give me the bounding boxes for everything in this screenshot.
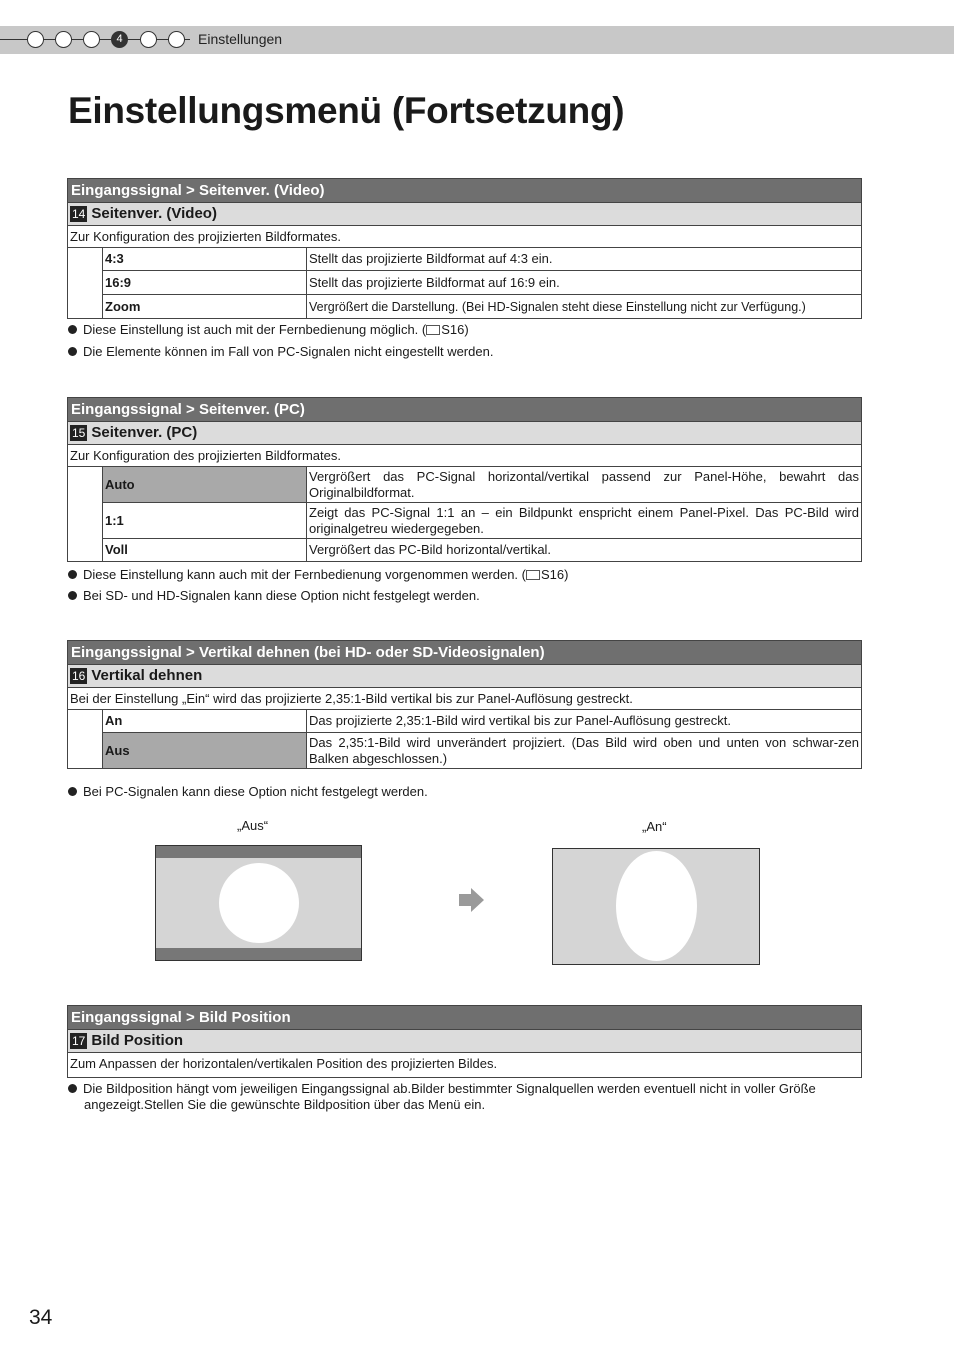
option-key: Zoom [103, 295, 307, 319]
note: Die Bildposition hängt vom jeweiligen Eingangssignal ab.Bilder bestimmter Signalquellen werden eventuell nicht in voller Größe angezeigt.Stellen Sie die gewünschte Bildposition über das Menü ein. [68, 1081, 858, 1113]
options-table [67, 466, 862, 562]
section-subheader [67, 1029, 862, 1052]
section-subheader [67, 421, 862, 444]
page-title: Einstellungsmenü (Fortsetzung) [68, 90, 625, 131]
option-value: Das 2,35:1-Bild wird unverändert projiziert. (Das Bild wird oben und unten von schwar-zen Balken abgeschlossen.) [307, 733, 862, 769]
step-circle [55, 31, 72, 48]
subheader-label: Seitenver. (PC) [91, 424, 198, 441]
page-number: 34 [29, 1306, 53, 1329]
section-subheader [67, 664, 862, 687]
note: Die Elemente können im Fall von PC-Signalen nicht eingestellt werden. [68, 344, 493, 360]
step-circle [83, 31, 100, 48]
note: Diese Einstellung ist auch mit der Fernbedienung möglich. ( S16) [68, 322, 469, 338]
caption-aus: „Aus“ [237, 818, 269, 833]
bullet-icon [68, 591, 77, 600]
note: Diese Einstellung kann auch mit der Fernbedienung vorgenommen werden. ( S16) [68, 567, 568, 583]
option-key: 1:1 [103, 503, 307, 539]
option-value: Vergrößert das PC-Bild horizontal/vertikal. [307, 539, 862, 562]
option-row [68, 295, 862, 319]
section-bild-position [67, 1005, 862, 1078]
item-number: 15 [72, 426, 86, 440]
stretched-circle-shape [616, 851, 697, 961]
bullet-icon [68, 325, 77, 334]
section-header: Eingangssignal > Seitenver. (PC) [67, 397, 862, 421]
step-circle [140, 31, 157, 48]
chapter-bar [0, 26, 954, 54]
section-description: Bei der Einstellung „Ein“ wird das projizierte 2,35:1-Bild vertikal bis zur Panel-Auflösung gestreckt. [67, 687, 862, 709]
letterbox-bar-top [156, 846, 361, 858]
option-row [68, 271, 862, 295]
option-key: An [103, 710, 307, 733]
bullet-icon [68, 570, 77, 579]
letterbox-bar-bottom [156, 948, 361, 960]
option-value: Vergrößert die Darstellung. (Bei HD-Signalen steht diese Einstellung nicht zur Verfügung.) [307, 295, 862, 319]
section-seitenver-pc [67, 397, 862, 562]
screen-aus [155, 845, 362, 961]
option-key: 16:9 [103, 271, 307, 295]
caption-an: „An“ [642, 819, 667, 834]
option-value: Stellt das projizierte Bildformat auf 16:9 ein. [307, 271, 862, 295]
option-key: Voll [103, 539, 307, 562]
option-value: Das projizierte 2,35:1-Bild wird vertikal bis zur Panel-Auflösung gestreckt. [307, 710, 862, 733]
option-key: Auto [103, 467, 307, 503]
item-number: 16 [72, 669, 86, 683]
section-header: Eingangssignal > Vertikal dehnen (bei HD- oder SD-Videosignalen) [67, 640, 862, 664]
subheader-label: Vertikal dehnen [91, 667, 203, 684]
section-header: Eingangssignal > Seitenver. (Video) [67, 178, 862, 202]
screen-an [552, 848, 760, 965]
step-circle [168, 31, 185, 48]
option-value: Stellt das projizierte Bildformat auf 4:3 ein. [307, 248, 862, 271]
section-subheader [67, 202, 862, 225]
bullet-icon [68, 1084, 77, 1093]
step-circle-active: 4 [111, 31, 128, 48]
section-header: Eingangssignal > Bild Position [67, 1005, 862, 1029]
book-icon [426, 325, 440, 335]
option-key: 4:3 [103, 248, 307, 271]
note: Bei PC-Signalen kann diese Option nicht festgelegt werden. [68, 784, 428, 800]
option-row [68, 248, 862, 271]
subheader-label: Bild Position [91, 1032, 184, 1049]
item-number: 14 [72, 207, 86, 221]
book-icon [526, 570, 540, 580]
option-row [68, 503, 862, 539]
step-circle [27, 31, 44, 48]
options-table [67, 247, 862, 319]
option-value: Vergrößert das PC-Signal horizontal/vertikal passend zur Panel-Höhe, bewahrt das Originalbildformat. [307, 467, 862, 503]
option-row [68, 733, 862, 769]
option-row [68, 539, 862, 562]
bullet-icon [68, 347, 77, 356]
circle-shape [219, 863, 299, 943]
section-description: Zum Anpassen der horizontalen/vertikalen Position des projizierten Bildes. [67, 1052, 862, 1078]
option-key: Aus [103, 733, 307, 769]
section-description: Zur Konfiguration des projizierten Bildformates. [67, 444, 862, 466]
section-description: Zur Konfiguration des projizierten Bildformates. [67, 225, 862, 247]
subheader-label: Seitenver. (Video) [91, 205, 217, 222]
item-number: 17 [72, 1034, 86, 1048]
bullet-icon [68, 787, 77, 796]
option-row [68, 710, 862, 733]
options-table [67, 709, 862, 769]
breadcrumb: Einstellungen [198, 31, 283, 47]
option-row [68, 467, 862, 503]
option-value: Zeigt das PC-Signal 1:1 an – ein Bildpunkt enspricht einem Panel-Pixel. Das PC-Bild wird originalgetreu wiedergegeben. [307, 503, 862, 539]
note: Bei SD- und HD-Signalen kann diese Option nicht festgelegt werden. [68, 588, 480, 604]
section-vertikal-dehnen [67, 640, 862, 769]
arrow-right-icon [458, 886, 486, 914]
section-seitenver-video [67, 178, 862, 319]
